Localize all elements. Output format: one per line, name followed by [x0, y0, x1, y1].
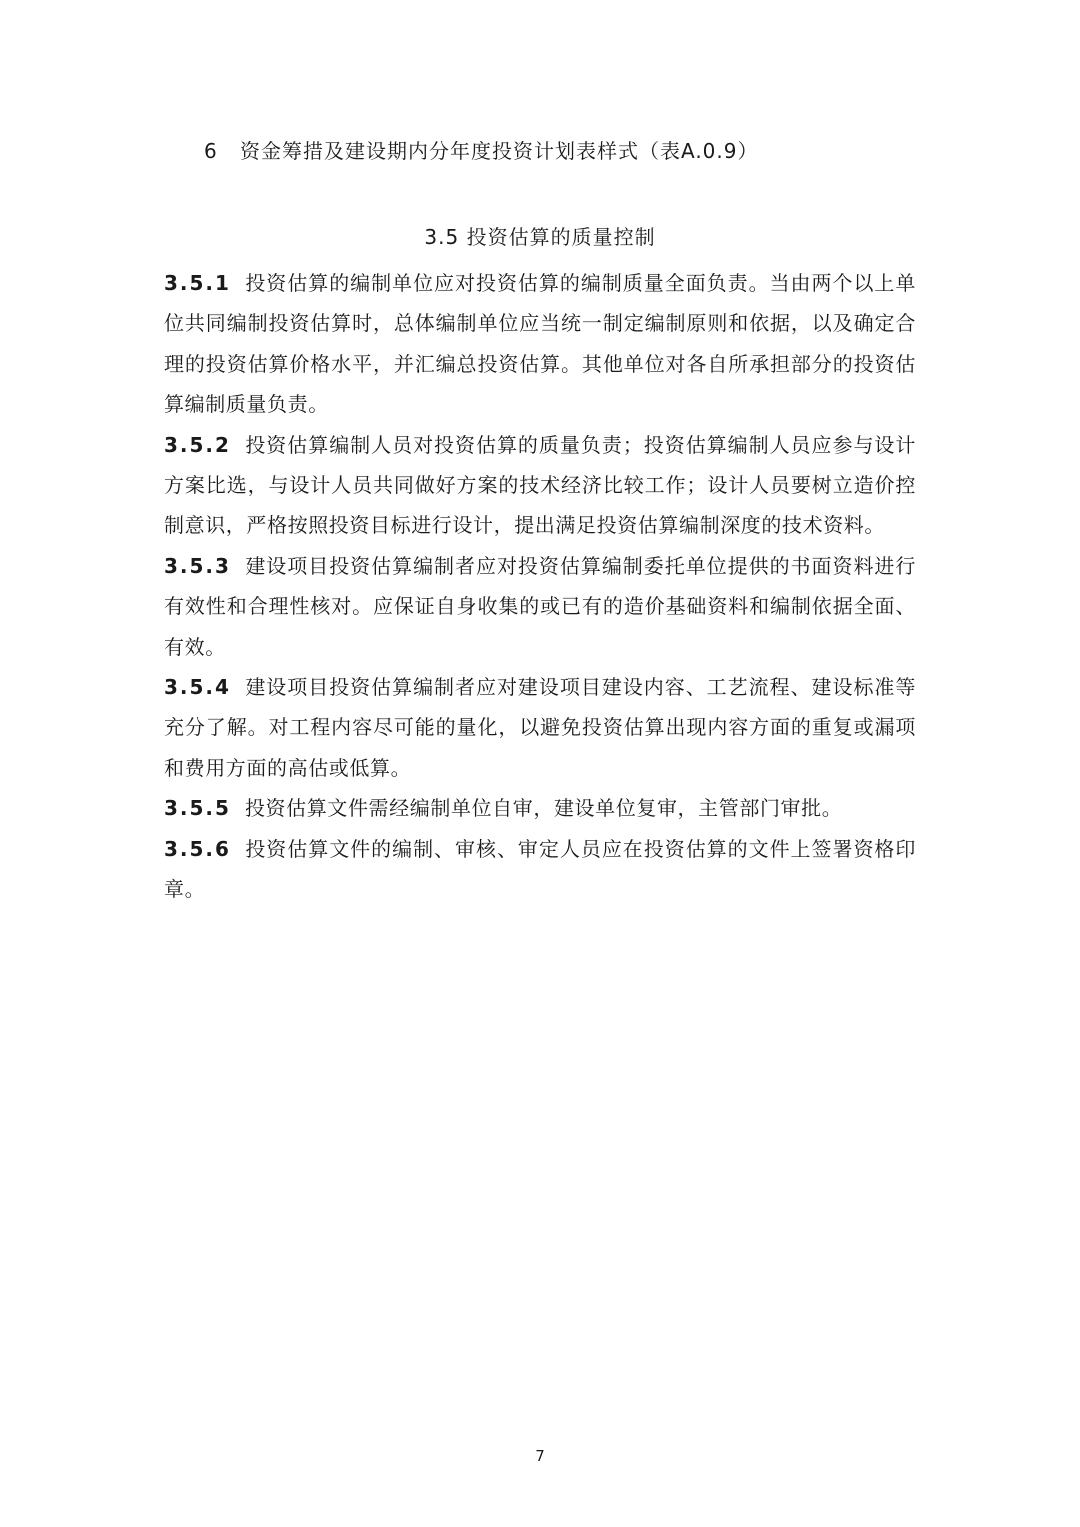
clause-text: 投资估算编制人员对投资估算的质量负责；投资估算编制人员应参与设计方案比选，与设计人员共同做好方案的技术经济比较工作；设计人员要树立造价控制意识，严格按照投资目标进行设计，提出满足投资估算编制深度的技术资料。	[164, 432, 916, 538]
clause-list	[164, 263, 916, 910]
clause-number: 3.5.5	[164, 796, 231, 821]
clause-text: 建设项目投资估算编制者应对建设项目建设内容、工艺流程、建设标准等充分了解。对工程内容尽可能的量化，以避免投资估算出现内容方面的重复或漏项和费用方面的高估或低算。	[164, 675, 916, 780]
clause-number: 3.5.1	[164, 271, 231, 295]
clause-number: 3.5.6	[164, 836, 231, 861]
section-heading: 3.5 投资估算的质量控制	[424, 225, 656, 249]
clause-text: 投资估算的编制单位应对投资估算的编制质量全面负责。当由两个以上单位共同编制投资估算时，总体编制单位应当统一制定编制原则和依据，以及确定合理的投资估算价格水平，并汇编总投资估算。其他单位对各自所承担部分的投资估算编制质量负责。	[164, 271, 916, 417]
clause-3-5-3	[164, 546, 916, 667]
clause-3-5-1	[164, 263, 916, 425]
clause-number: 3.5.2	[164, 432, 231, 457]
page-number: 7	[535, 1447, 545, 1465]
clause-number: 3.5.4	[164, 675, 231, 700]
clause-3-5-6	[164, 829, 916, 910]
clause-number: 3.5.3	[164, 553, 231, 578]
list-item-table-reference	[204, 136, 924, 166]
clause-3-5-2	[164, 425, 916, 546]
clause-text: 建设项目投资估算编制者应对投资估算编制委托单位提供的书面资料进行有效性和合理性核对。应保证自身收集的或已有的造价基础资料和编制依据全面、有效。	[164, 553, 916, 659]
clause-text: 投资估算文件的编制、审核、审定人员应在投资估算的文件上签署资格印章。	[164, 836, 916, 902]
clause-3-5-5	[164, 788, 916, 828]
clause-text: 投资估算文件需经编制单位自审，建设单位复审，主管部门审批。	[244, 796, 843, 821]
list-item-text: 资金筹措及建设期内分年度投资计划表样式（表A.0.9）	[240, 139, 759, 163]
list-item-number: 6	[204, 139, 218, 163]
clause-3-5-4	[164, 667, 916, 788]
